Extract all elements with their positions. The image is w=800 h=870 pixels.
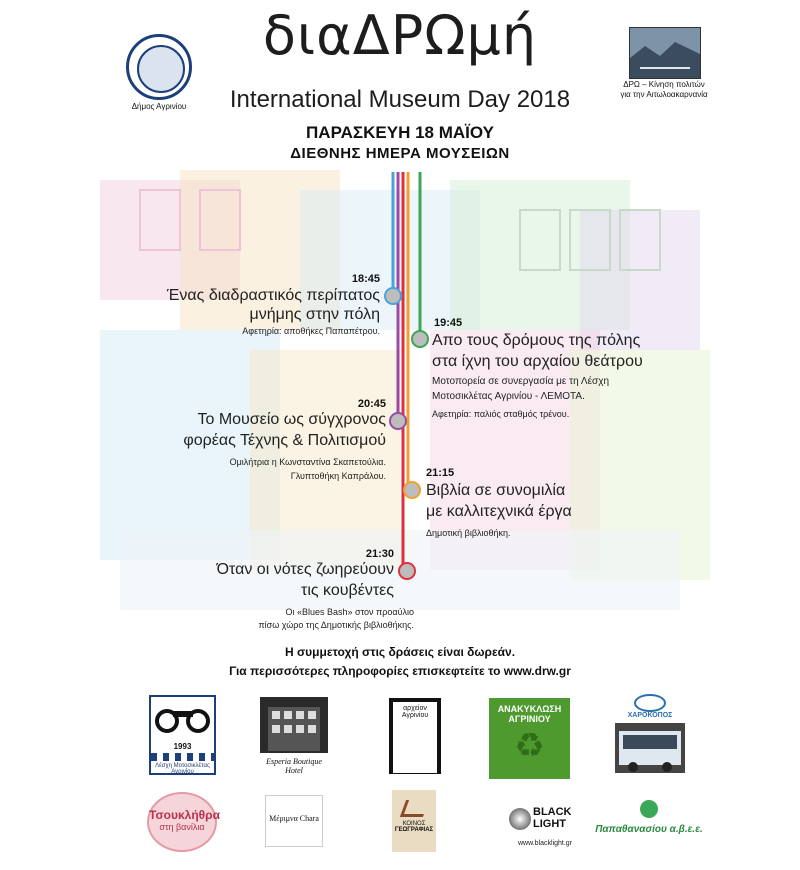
right-logo-caption-1: ΔΡΩ – Κίνηση πολιτών [623, 80, 705, 89]
event-time: 21:15 [426, 467, 455, 479]
event-node-purple [389, 412, 407, 430]
lemota-year: 1993 [173, 742, 192, 751]
event-title-line-2: με καλλιτεχνικά έργα [426, 503, 572, 520]
event-time: 18:45 [351, 273, 380, 285]
blacklight-bulb-icon [509, 808, 531, 830]
event-title-line-1: Όταν οι νότες ζωηρεύουν [216, 561, 394, 578]
esperia-hotel-logo [260, 697, 328, 781]
blacklight-label-1: BLACK [533, 806, 572, 818]
archive-label-1: αρχείον [403, 705, 427, 712]
event-title-line-1: Ένας διαδραστικός περίπατος [166, 287, 380, 304]
motorcycle-icon [151, 697, 214, 737]
event-day-name: ΔΙΕΘΝΗΣ ΗΜΕΡΑ ΜΟΥΣΕΙΩΝ [290, 145, 510, 162]
event-note: πίσω χώρο της Δημοτικής βιβλιοθήκης. [258, 620, 414, 630]
left-logo-caption: Δήμος Αγρινίου [131, 102, 187, 111]
tsoukletha-logo [147, 792, 220, 852]
page-subtitle: International Museum Day 2018 [229, 86, 571, 113]
event-title-line-1: Το Μουσείο ως σύγχρονος [197, 411, 386, 428]
xarokopos-emblem-icon [634, 694, 666, 712]
xarokopos-logo [615, 694, 685, 778]
event-time: 19:45 [434, 317, 463, 329]
event-node-red [398, 562, 416, 580]
checkered-band [151, 753, 214, 761]
event-note: Οι «Blues Bash» στον προαύλιο [285, 607, 414, 617]
blacklight-url: www.blacklight.gr [517, 840, 573, 847]
merimna-label: Μέριμνα Chara [269, 814, 319, 823]
hotel-building-icon [260, 697, 328, 753]
esperia-label-2: Hotel [285, 766, 303, 775]
event-time: 20:45 [357, 398, 386, 410]
event-note: Αφετηρία: αποθήκες Παπαπέτρου. [242, 326, 380, 336]
geografia-emblem-icon [399, 800, 428, 817]
tsoukletha-label-2: στη βανίλια [159, 822, 205, 832]
event-node-blue [384, 287, 402, 305]
event-title-line-1: Βιβλία σε συνομιλία [426, 482, 566, 499]
event-note: Αφετηρία: παλιός σταθμός τρένου. [432, 409, 570, 419]
event-title-line-1: Απο τους δρόμους της πόλης [432, 332, 641, 349]
right-logo-caption-2: για την Αιτωλοακαρνανία [620, 90, 708, 99]
event-note: Γλυπτοθήκη Καπράλου. [290, 471, 386, 481]
blacklight-label-2: LIGHT [533, 818, 566, 830]
book-cover [393, 702, 437, 773]
bus-photo-icon [615, 723, 685, 773]
event-title-line-2: στα ίχνη του αρχαίου θεάτρου [432, 353, 643, 370]
event-note: Ομιλήτρια η Κωνσταντίνα Σκαπετούλια. [229, 457, 386, 467]
footer-info-link: Για περισσότερες πληροφορίες επισκεφτείτε το www.drw.gr [229, 664, 571, 678]
event-note: Δημοτική βιβλιοθήκη. [426, 528, 511, 538]
geografia-label-2: ΓΕΩΓΡΑΦΙΑΣ [394, 827, 434, 833]
event-note: Μοτοπορεία σε συνεργασία με τη Λέσχη [432, 376, 610, 387]
esperia-label-1: Esperia Boutique [266, 757, 322, 766]
page-title: διαΔΡΩμή [262, 4, 538, 67]
xarokopos-label: ΧΑΡΟΚΟΠΟΣ [627, 712, 673, 719]
event-title-line-2: φορέας Τέχνης & Πολιτισμού [183, 432, 386, 449]
recycle-icon: ♻ [514, 727, 545, 765]
archive-agriniou-book [389, 698, 441, 774]
geografia-logo [392, 790, 436, 852]
event-date: ΠΑΡΑΣΚΕΥΗ 18 ΜΑΪΟΥ [306, 123, 494, 142]
papathanasiou-leaf-icon [640, 800, 658, 818]
event-title-line-2: μνήμης στην πόλη [249, 306, 380, 323]
papathanasiou-label: Παπαθανασίου α.β.ε.ε. [595, 824, 703, 835]
event-node-green [411, 330, 429, 348]
event-title-line-2: τις κουβέντες [301, 582, 394, 599]
event-node-orange [403, 481, 421, 499]
event-note: Μοτοσικλέτας Αγρινίου - ΛΕΜΟΤΑ. [432, 391, 585, 402]
lemota-name: Λέσχη Μοτοσικλέτας Αγρινίου [155, 763, 210, 775]
recycle-label-2: ΑΓΡΙΝΙΟΥ [508, 714, 551, 724]
recycling-agriniou-logo [489, 698, 570, 779]
merimna-logo [265, 795, 323, 847]
lemota-logo [149, 695, 216, 775]
footer-free-entry: Η συμμετοχή στις δράσεις είναι δωρεάν. [284, 645, 516, 659]
recycle-label-1: ΑΝΑΚΥΚΛΩΣΗ [497, 704, 562, 714]
tsoukletha-label-1: Τσουκλήθρα [149, 808, 220, 822]
papathanasiou-logo [594, 800, 704, 850]
geografia-label-1: ΚΟΙΝΟΣ [402, 821, 426, 827]
event-time: 21:30 [365, 548, 394, 560]
archive-label-2: Αγρινίου [401, 712, 429, 719]
blacklight-logo [505, 800, 585, 852]
